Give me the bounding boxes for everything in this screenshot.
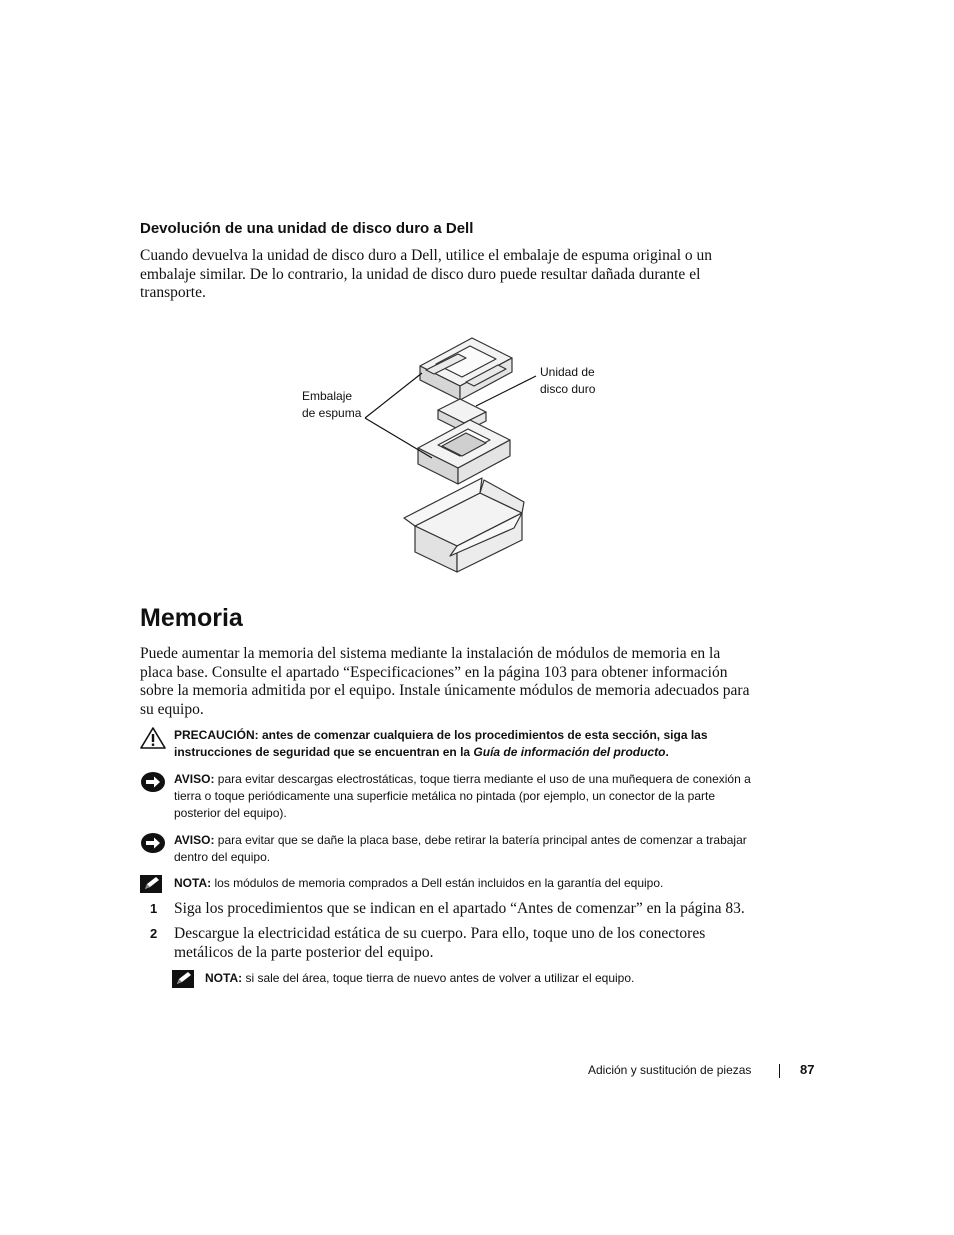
note <box>140 875 755 892</box>
disk-callout <box>540 364 595 398</box>
step-number: 1 <box>150 901 158 916</box>
caution-triangle-icon <box>140 727 166 754</box>
foam-callout-line1: Embalaje <box>302 389 353 403</box>
note-text: si sale del área, toque tierra de nuevo antes de volver a utilizar el equipo. <box>242 971 635 985</box>
note <box>172 970 762 987</box>
footer-section-title: Adición y sustitución de piezas <box>588 1063 752 1077</box>
step-text: Descargue la electricidad estática de su cuerpo. Para ello, toque uno de los conectores metálicos de la parte posterior del equipo. <box>174 925 706 961</box>
notice-label: AVISO: <box>174 772 215 786</box>
note-pencil-icon <box>140 875 162 898</box>
step-item <box>150 900 755 919</box>
foam-callout <box>302 388 361 422</box>
foam-callout-line2: de espuma <box>302 406 362 420</box>
disk-callout-line1: Unidad de <box>540 365 595 379</box>
step-item <box>150 925 755 962</box>
note-text: los módulos de memoria comprados a Dell están incluidos en la garantía del equipo. <box>211 876 664 890</box>
note-label: NOTA: <box>174 876 212 890</box>
memory-paragraph: Puede aumentar la memoria del sistema mediante la instalación de módulos de memoria en la placa base. Consulte el apartado “Especificaciones” en la página 103 para obtener información sobre la memoria admitida por el equipo. Instale únicamente módulos de memoria adecuados para su equipo. <box>140 645 750 718</box>
page-number: 87 <box>800 1062 815 1077</box>
caution-note <box>140 727 755 761</box>
step-text: Siga los procedimientos que se indican en el apartado “Antes de comenzar” en la página 83. <box>174 900 745 917</box>
notice-label: AVISO: <box>174 833 215 847</box>
step-number: 2 <box>150 926 158 941</box>
caution-label: PRECAUCIÓN: <box>174 728 259 742</box>
disk-callout-line2: disco duro <box>540 382 596 396</box>
page-footer <box>560 1062 820 1082</box>
notice-arrow-icon <box>140 771 166 798</box>
footer-divider <box>779 1064 780 1078</box>
subsection-heading: Devolución de una unidad de disco duro a Dell <box>140 220 474 237</box>
notice-text: para evitar que se dañe la placa base, debe retirar la batería principal antes de comenzar a trabajar dentro del equipo. <box>174 833 747 864</box>
caution-reference: Guía de información del producto <box>473 745 666 759</box>
note-pencil-icon <box>172 970 194 993</box>
caution-end: . <box>665 745 669 759</box>
section-title: Memoria <box>140 604 243 632</box>
notice-text: para evitar descargas electrostáticas, toque tierra mediante el uso de una muñequera de conexión a tierra o toque periódicamente una superficie metálica no pintada (por ejemplo, un conector de la parte posterior del equipo). <box>174 772 751 820</box>
note-label: NOTA: <box>205 971 243 985</box>
notice-arrow-icon <box>140 832 166 859</box>
return-paragraph: Cuando devuelva la unidad de disco duro a Dell, utilice el embalaje de espuma original o un embalaje similar. De lo contrario, la unidad de disco duro puede resultar dañada durante el transporte. <box>140 247 713 301</box>
caution-text: antes de comenzar cualquiera de los procedimientos de esta sección, siga las instrucciones de seguridad que se encuentran en la <box>174 728 708 759</box>
notice-note <box>140 771 755 822</box>
notice-note <box>140 832 755 866</box>
